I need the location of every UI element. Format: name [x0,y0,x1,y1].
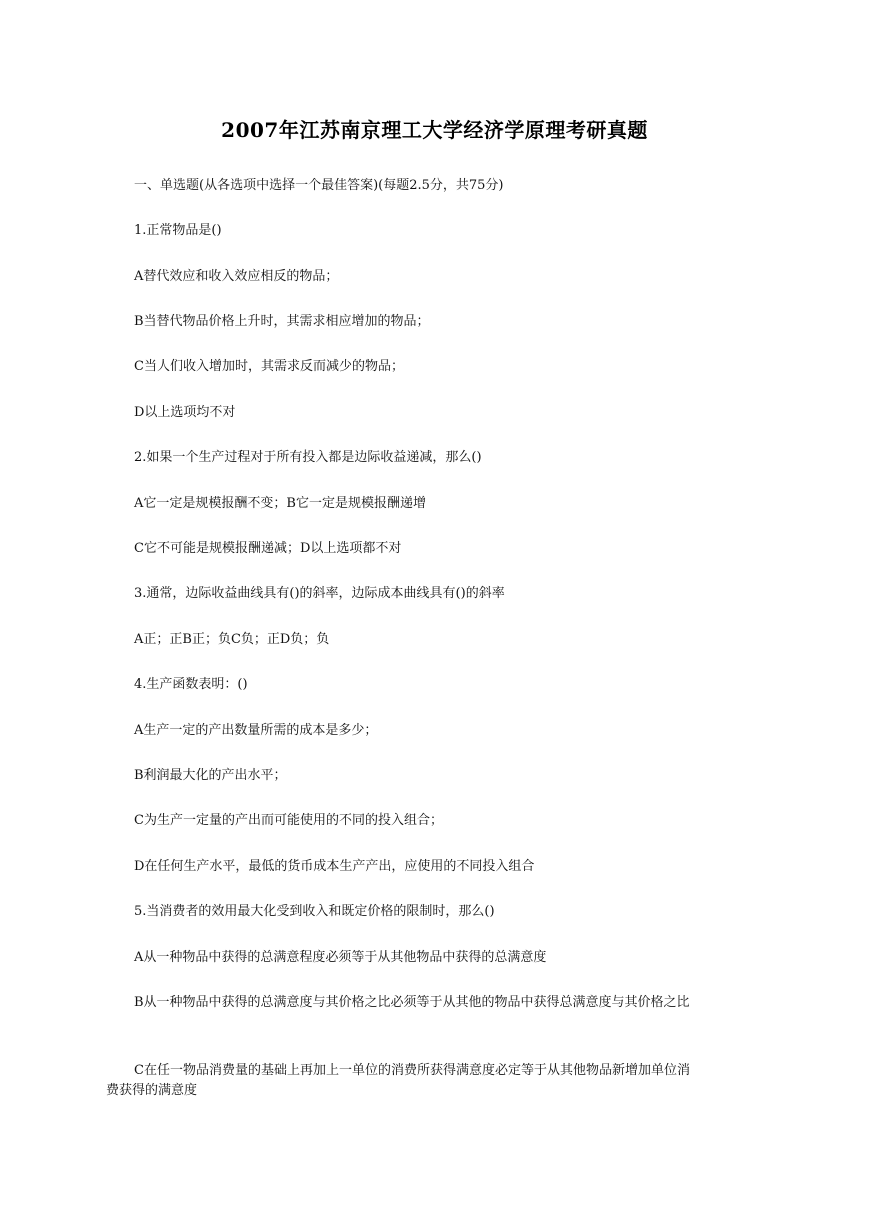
question-5-option-a: A从一种物品中获得的总满意程度必须等于从其他物品中获得的总满意度 [134,950,547,965]
question-1-option-c: C当人们收入增加时，其需求反而减少的物品； [134,359,404,374]
question-1-option-d: D以上选项均不对 [134,405,236,420]
question-4-option-a: A生产一定的产出数量所需的成本是多少； [134,723,378,738]
question-5: 5.当消费者的效用最大化受到收入和既定价格的限制时，那么() [134,904,495,919]
question-1: 1.正常物品是() [134,223,222,238]
question-3: 3.通常，边际收益曲线具有()的斜率，边际成本曲线具有()的斜率 [134,586,505,601]
question-4-option-b: B利润最大化的产出水平； [134,768,287,783]
question-2-options-cd: C它不可能是规模报酬递减；D以上选项都不对 [134,541,402,556]
question-1-option-a: A替代效应和收入效应相反的物品； [134,269,339,284]
page-title: 2007年江苏南京理工大学经济学原理考研真题 [221,118,648,142]
question-4-option-d: D在任何生产水平，最低的货币成本生产产出，应使用的不同投入组合 [134,859,535,874]
question-5-option-c: C在任一物品消费量的基础上再加上一单位的消费所获得满意度必定等于从其他物品新增加单位消费获得的满意度 [106,1063,690,1098]
question-2-options-ab: A它一定是规模报酬不变；B它一定是规模报酬递增 [134,496,426,511]
question-2: 2.如果一个生产过程对于所有投入都是边际收益递减，那么() [134,450,482,465]
question-3-options: A正；正B正；负C负；正D负；负 [134,632,330,647]
section-heading: 一、单选题(从各选项中选择一个最佳答案)(每题2.5分，共75分) [134,178,504,193]
question-5-option-b: B从一种物品中获得的总满意度与其价格之比必须等于从其他的物品中获得总满意度与其价格之比 [134,995,690,1010]
question-4-option-c: C为生产一定量的产出而可能使用的不同的投入组合； [134,813,443,828]
question-1-option-b: B当替代物品价格上升时，其需求相应增加的物品； [134,314,430,329]
question-4: 4.生产函数表明：() [134,677,248,692]
